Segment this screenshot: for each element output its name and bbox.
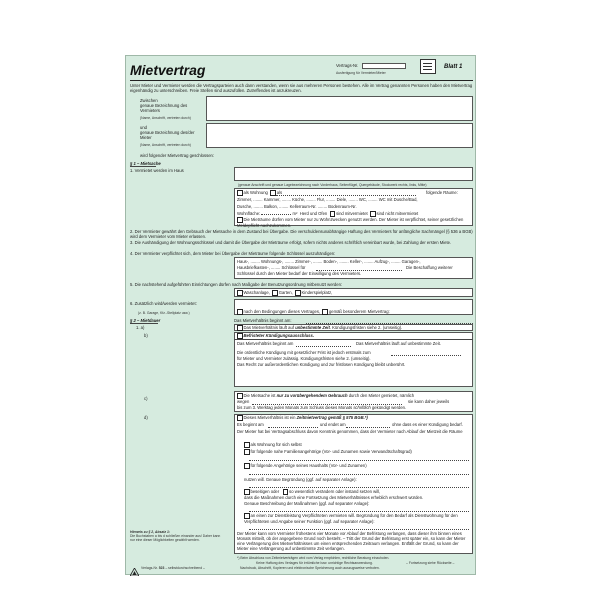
option-b-notice-date-input[interactable] [391,355,461,356]
side-note [130,530,225,542]
as-other-label: als [276,190,283,195]
s1-item2: 2. Der Vermieter gewährt den Gebrauch der Mietsache in dem Zustand bei Übergabe. Die verschuldensunabhängige Haftung des Vermieters für anfängliche Sachmängel (§ 536 a BGB) wird dem Vermieter vom Mieter erlassen. [130,229,473,239]
rented-label: sind mitvermietet [336,211,368,216]
sqm-unit: m² [292,211,298,216]
rooms-line-d [237,211,418,217]
self-use-checkbox[interactable] [244,442,250,448]
option-c-label: c) [144,396,148,401]
option-d-service [244,513,470,524]
tenant-desc: genaue Bezeichnung des/der Mieter [140,130,195,140]
family-checkbox[interactable] [244,449,250,455]
s2-heading-underline [130,323,158,324]
s2-begins: Das Mietverhältnis beginnt am: [234,318,292,323]
family-names-input[interactable] [249,460,469,461]
s1-heading: § 1 – Mietsache [130,161,161,166]
residential-use-text: Die Mieträume dürfen vom Mieter nur zu Wohnzwecken genutzt werden. Der Mieter ist verpflichtet, seiner gesetzlichen Meldepflicht nachzukommen. [237,217,464,228]
as-other-checkbox[interactable] [270,190,276,196]
option-c-text-6: bis zum 3. Werktag jeden Monats zum Schluss dieses Monats [237,405,353,410]
option-c-line-3 [237,405,406,410]
laundry-checkbox[interactable] [237,290,243,296]
address-hint: (genaue Anschrift und genaue Lagebezeichnung nach Vorderhaus, Seitenflügel, Quergebäude, Stockwerk rechts, links, Mitte) [238,183,427,187]
rights-note: Nachdruck, Abschrift, Kopieren und elektronische Speicherung auch auszugsweise verboten. [240,566,380,570]
garden-label: Garten, [278,290,293,295]
s1-heading-underline [130,166,156,167]
same-terms-label: nach den Bedingungen dieses Vertrages, [243,309,321,314]
rented-checkbox[interactable] [330,211,336,217]
garden-checkbox[interactable] [272,290,278,296]
option-d-measures-desc: Genaue Beschreibung der Maßnahmen (ggf. auf separater Anlage): [244,501,370,506]
stove-label: Herd und Ofen [299,211,328,216]
as-apartment-checkbox[interactable] [237,190,243,196]
household-label: für folgende Angehörige seines Haushalts (Vor- und Zunamen) [250,463,367,468]
option-b-notice-1: Die ordentliche Kündigung mit gesetzlicher Frist ist jedoch erstmals zum [237,350,371,355]
option-b-begins: Das Mietverhältnis beginnt am [237,341,294,346]
publisher-label: Verlags-Nr. [141,566,158,570]
option-d-measures: dass die Maßnahmen durch eine Fortsetzung des Mietverhältnisses erheblich erschwert würden. [244,495,424,500]
living-area-label: Wohnfläche: [237,211,261,216]
living-area-input[interactable] [261,214,291,215]
s2-heading: § 2 – Mietdauer [130,318,161,323]
option-d-no-notice: ohne dass es einer Kündigung bedarf. [392,422,463,427]
facilities-line [237,290,332,296]
option-d-household [244,463,367,469]
closing-text: wird folgender Mietvertrag geschlossen: [140,153,215,158]
s1-item6-hint: (z. B. Garage, Kfz.-Stellplatz usw.) [138,311,190,315]
tenant-hint: (Name, Anschrift, vertreten durch) [140,143,191,147]
option-d-self-use [244,442,302,448]
playground-checkbox[interactable] [295,290,301,296]
landlord-desc: genaue Bezeichnung des Vermieters [140,103,188,113]
keys-line-4: Schlüssel durch den Mieter bedarf der Einwilligung des Vermieters. [237,271,362,276]
option-b-title [237,333,314,339]
option-d-family [244,449,412,455]
continued-note: – Fortsetzung siehe Rückseite – [406,561,455,565]
tenant-field[interactable] [206,123,473,148]
side-note-title: Hinweis zu § 2, Absatz 1: [130,530,171,534]
option-d-reason: nutzen will. Genaue Begründung (ggf. auf separater Anlage): [244,477,357,482]
as-other-line[interactable] [276,195,416,196]
separate-contract-checkbox[interactable] [322,309,328,315]
option-b-unlimited: Das Mietverhältnis läuft auf unbestimmte Zeit. [356,341,441,346]
self-use-label: als Wohnung für sich selbst [250,442,302,447]
service-input[interactable] [249,529,469,530]
footnote: *) Beim Abschluss von Zeitmietverträgen wird vom Verlag empfohlen, rechtliche Beratung einzuholen. [237,556,390,560]
additional-rent-options [237,309,390,315]
publisher-rest: – selbstdurchschreibend – [165,566,205,570]
option-d-text-2: Zeitmietvertrag gemäß § 575 BGB.*) [296,415,368,420]
s1-item5: 5. Die nachstehend aufgeführten Einrichtungen dürfen nach Maßgabe der Benutzungsordnung mitbenutzt werden: [130,282,343,287]
option-d-remove [244,489,380,495]
option-a-text-1: Das Mietverhältnis läuft auf [243,325,295,330]
option-b-checkbox[interactable] [237,333,243,339]
option-a-checkbox[interactable] [237,325,243,331]
copy-stack-icon [420,59,436,74]
option-c-text-8: gekündigt werden. [371,405,407,410]
s1-item4: 4. Der Vermieter verpflichtet sich, dem Mieter bei Übergabe der Mieträume folgende Schlüssel auszuhändigen: [130,251,336,256]
option-b-divider [234,339,473,340]
and-label: und [140,125,147,130]
landlord-field[interactable] [206,96,473,121]
intro-text: Unter Mieter und Vermieter werden die Vertragsparteien auch dann verstanden, wenn sie aus mehreren Personen bestehen. Alle im Vertrag genannten Personen haben den Mietvertrag eigenhändig zu unterschreiben. Freie Stellen sind auszufüllen. Zutreffendes ist anzukreuzen. [130,83,473,93]
option-c-text-7: schriftlich [353,405,371,410]
option-c-reason-label: wegen [237,399,250,404]
option-d-end-input[interactable] [346,427,390,428]
not-rented-checkbox[interactable] [370,211,376,217]
house-address-field[interactable] [234,167,473,181]
publisher-number: 523 [158,566,165,570]
option-c-checkbox[interactable] [237,393,243,399]
residential-use-note [237,217,469,228]
option-a-label: 1. a) [136,325,145,330]
option-d-checkbox[interactable] [237,415,243,421]
measures-input[interactable] [249,511,469,512]
landlord-hint: (Name, Anschrift, vertreten durch) [140,116,191,120]
option-a-text-2: unbestimmte Zeit [295,325,330,330]
option-d-text-1: Dieses Mietverhältnis ist ein [243,415,296,420]
s1-item3: 3. Die Aushändigung der Wohnungsschlüssel und damit die Übergabe der Mieträume erfolgt, sofern nichts anderes schriftlich vereinbart wurde, bei Zahlung der ersten Miete. [130,240,452,245]
same-terms-checkbox[interactable] [237,309,243,315]
household-names-input[interactable] [249,474,469,475]
reason-input[interactable] [249,487,469,488]
laundry-label: Waschanlage, [243,290,270,295]
separate-contract-label: gemäß besonderem Mietvertrag: [328,309,390,314]
rooms-line-b[interactable]: Zimmer, ........ Kammer, ........ Küche, ........ Flur, ........ Diele, ........ WC, ........ WC mit Dusche/Bad, [237,197,418,202]
sheet-label: Blatt 1 [444,64,463,70]
alter-label: so wesentlich verändern oder instand setzen will, [289,489,381,494]
keys-line-3: Die Beschaffung weiterer [406,265,453,270]
option-c-text-1: Die Mietsache ist [243,393,276,398]
option-b-notice-3: Das Recht zur außerordentlichen Kündigung und zur fristlosen Kündigung bleibt unberührt. [237,362,406,367]
publisher-line [141,566,205,570]
s1-item1: 1. Vermietet werden im Haus [130,168,184,173]
option-a-text-3: . Kündigungsfristen siehe 2. (umseitig). [329,325,403,330]
form-sheet [125,55,476,575]
option-d-line-1 [237,415,368,421]
option-d-begins: Es beginnt am [237,422,264,427]
option-b-date-input[interactable] [296,346,351,347]
liability-note: Keine Haftung des Verlages für irrtümliche bzw. unrichtige Rechtsanwendung. [256,561,373,565]
option-c-line-1 [237,393,414,399]
as-apartment-label: als Wohnung [243,190,268,195]
option-d-knowledge: Der Mieter hat bei Vertragsabschluss davon Kenntnis genommen, dass der Vermieter nach Ablauf der Mietzeit die Räume [237,429,463,434]
keys-line-1[interactable]: Haus-, ........ Wohnungs-, ........ Zimmer-, ........ Boden-, ........ Keller-, ........ Aufzug-, ........ Garagen-, [237,259,421,264]
option-b-title-text: Befristeter Kündigungsausschluss. [243,333,315,338]
form-title: Mietvertrag [130,62,206,78]
family-label: für folgende nahe Familienangehörige (Vor- und Zunamen sowie Verwandtschaftsgrad) [250,449,412,454]
option-c-text-5: sie kann daher jeweils [408,399,450,404]
service-label: an einen zur Dienstleistung Verpflichteten vermieten will. Begründung für den Bedarf als Dienstwohnung für den Verpflichteten und Angabe seiner Funktion (ggf. auf separater Anlage): [244,513,458,524]
option-a-text [237,325,402,331]
option-d-label: d) [144,415,148,420]
remove-label: beseitigen oder [250,489,280,494]
option-b-notice-2: für Mieter und Vermieter zulässig. Kündigungsfristen siehe 2. (umseitig). [237,356,371,361]
contract-no-label: Vertrags-Nr. [336,63,359,68]
not-rented-label: sind nicht mitvermietet [376,211,419,216]
option-b-label: b) [144,333,148,338]
rooms-line-c[interactable]: Dusche, ........ Balkon, ........ Kellerraum-Nr. ........ Bodenraum-Nr. [237,204,357,209]
rooms-following: folgende Räume: [426,190,458,195]
playground-label: Kinderspielplatz, [301,290,333,295]
option-d-start-input[interactable] [268,427,318,428]
household-checkbox[interactable] [244,463,250,469]
contract-no-input[interactable] [362,63,406,69]
s1-item6: 6. Zusätzlich wird/werden vermietet: [130,301,197,306]
keys-line-2: Hausbriefkasten-, ........ Schlüssel für [237,265,306,270]
option-d-ends: und endet am [320,422,346,427]
option-d-extension: Der Mieter kann vom Vermieter frühestens vier Monate vor Ablauf der Befristung verlangen, dass dieser ihm binnen eines Monats mitteilt, ob der angegebene Grund noch besteht. – Tritt der Grund der Befristung erst später ein, so kann der Mieter eine Verlängerung des Mietverhältnisses um einen entsprechenden Zeitraum verlangen. Entfällt der Grund, so kann der Mieter eine Verlängerung auf unbestimmte Zeit verlangen. [237,531,466,551]
option-c-text-2: nur zu vorübergehendem Gebrauch [276,393,348,398]
side-note-text: Die Buchstaben a bis d schließen einander aus! Daher kann nur eine dieser Möglichkeiten gewählt werden. [130,534,221,542]
publisher-logo-icon [130,563,139,571]
alter-checkbox[interactable] [283,489,289,495]
remove-checkbox[interactable] [244,489,250,495]
between-label: Zwischen [140,98,158,103]
option-c-text-3: durch den Mieter gemietet, nämlich [348,393,415,398]
title-rule [130,80,473,81]
copy-label: Ausfertigung für Vermieter/Mieter [336,71,386,75]
